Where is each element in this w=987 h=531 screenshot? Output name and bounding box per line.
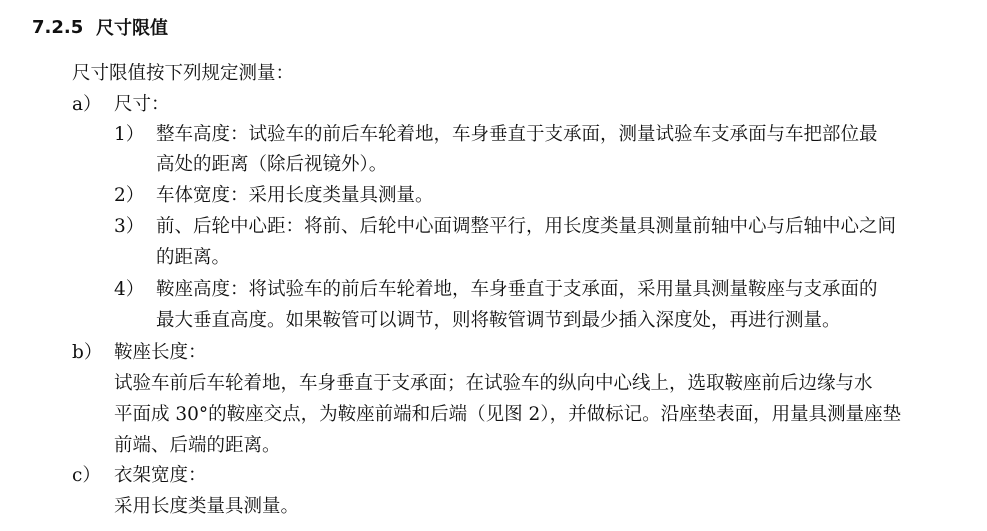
section-number: 7.2.5 <box>32 16 84 38</box>
subitem-4-text: 最大垂直高度。如果鞍管可以调节，则将鞍管调节到最少插入深度处，再进行测量。 <box>156 310 841 331</box>
subitem-1-marker: 1） <box>114 124 145 145</box>
subitem-1-text: 高处的距离（除后视镜外）。 <box>156 154 388 175</box>
item-b-text: 前端、后端的距离。 <box>114 435 281 456</box>
section-heading <box>32 12 168 42</box>
subitem-3-marker: 3） <box>114 216 145 237</box>
subitem-2-text: 车体宽度：采用长度类量具测量。 <box>156 185 434 206</box>
intro-text: 尺寸限值按下列规定测量： <box>72 63 295 84</box>
item-c-label: 衣架宽度： <box>114 465 207 486</box>
subitem-4-marker: 4） <box>114 279 145 300</box>
item-c-text: 采用长度类量具测量。 <box>114 496 300 517</box>
subitem-3-text: 的距离。 <box>156 247 231 268</box>
subitem-3-text: 前、后轮中心距：将前、后轮中心面调整平行，用长度类量具测量前轴中心与后轴中心之间 <box>156 216 897 237</box>
section-title: 尺寸限值 <box>96 18 168 39</box>
subitem-1-text: 整车高度：试验车的前后车轮着地，车身垂直于支承面，测量试验车支承面与车把部位最 <box>156 124 878 145</box>
subitem-2-marker: 2） <box>114 185 145 206</box>
item-b-text: 试验车前后车轮着地，车身垂直于支承面；在试验车的纵向中心线上，选取鞍座前后边缘与水 <box>114 373 873 394</box>
item-b-label: 鞍座长度： <box>114 342 207 363</box>
item-b-marker: b） <box>72 342 103 363</box>
item-b-text: 平面成 30°的鞍座交点，为鞍座前端和后端（见图 2），并做标记。沿座垫表面，用量具测量座垫 <box>114 404 902 425</box>
item-a-label: 尺寸： <box>114 94 170 115</box>
item-c-marker: c） <box>72 465 101 486</box>
item-a-marker: a） <box>72 94 102 115</box>
subitem-4-text: 鞍座高度：将试验车的前后车轮着地，车身垂直于支承面，采用量具测量鞍座与支承面的 <box>156 279 878 300</box>
